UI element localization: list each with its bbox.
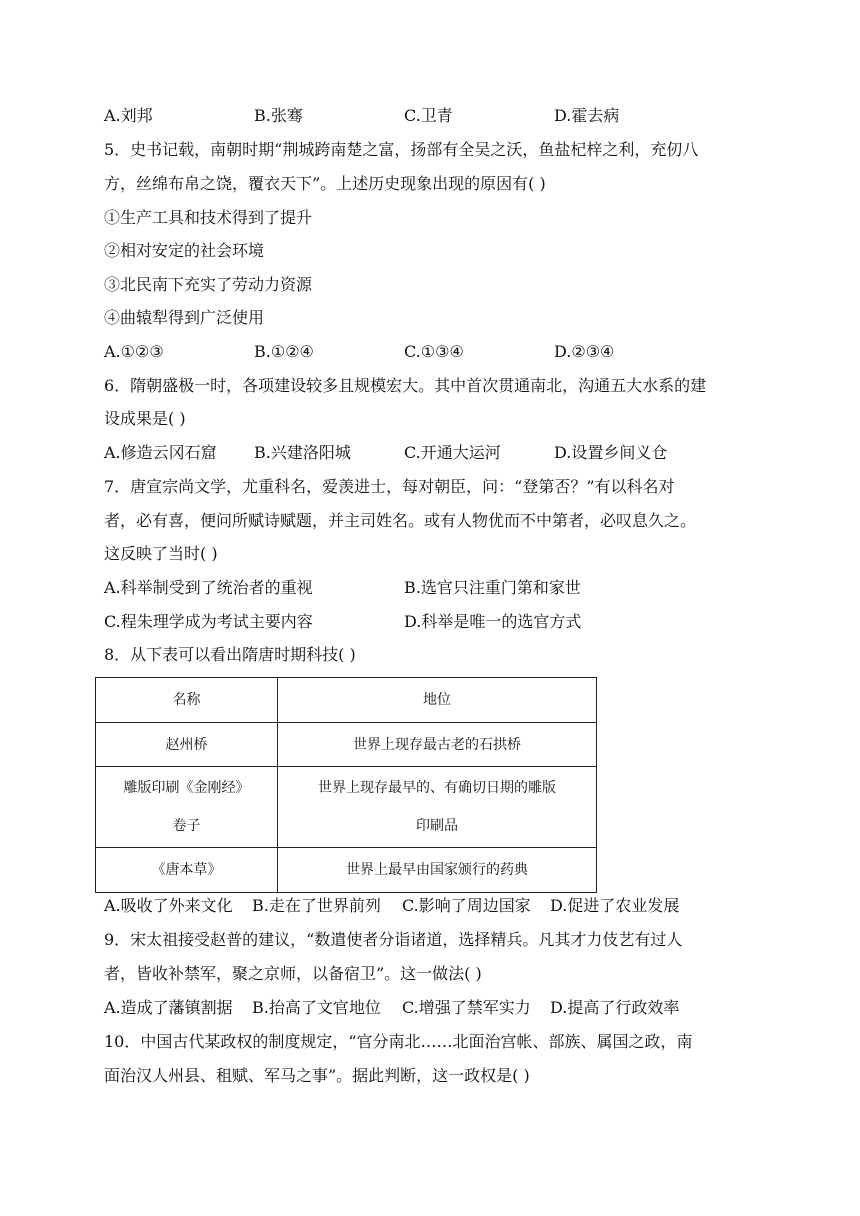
q5-option-c: C.①③④ [404,342,464,361]
table-header-name: 名称 [96,678,278,723]
table-cell-status [278,723,597,767]
q5-item-2: ②相对安定的社会环境 [104,241,265,260]
cell-text: 世界上现存最早的、有确切日期的雕版 [318,780,556,796]
q6-option-c: C.开通大运河 [404,443,501,462]
q4-option-b: B.张骞 [254,106,303,125]
q5-option-b: B.①②④ [254,342,314,361]
table-row [96,767,597,848]
q9-option-a: A.造成了藩镇割据 [104,998,233,1017]
q7-stem-line-3: 这反映了当时( ) [104,544,218,563]
q6-option-d: D.设置乡间义仓 [554,443,668,462]
table-header-row [96,678,597,723]
q9-stem-line-1: 9．宋太祖接受赵普的建议，“数遣使者分诣诸道，选择精兵。凡其才力伎艺有过人 [104,930,683,949]
science-table [95,677,597,893]
cell-text: 赵州桥 [165,736,208,753]
table-row [96,723,597,767]
q6-stem-line-1: 6．隋朝盛极一时，各项建设较多且规模宏大。其中首次贯通南北，沟通五大水系的建 [104,376,707,395]
table-cell-status [278,767,597,848]
q9-option-b: B.抬高了文官地位 [252,998,381,1017]
q5-item-4: ④曲辕犁得到广泛使用 [104,308,265,327]
q5-item-1: ①生产工具和技术得到了提升 [104,208,313,227]
q9-stem-line-2: 者，皆收补禁军，聚之京师，以备宿卫”。这一做法( ) [104,964,482,983]
q5-option-d: D.②③④ [554,342,615,361]
q7-option-a: A.科举制受到了统治者的重视 [104,578,313,597]
table-cell-name [96,848,278,893]
q7-option-b: B.选官只注重门第和家世 [404,578,581,597]
q5-stem-line-1: 5．史书记载，南朝时期“荆城跨南楚之富，扬部有全吴之沃，鱼盐杞梓之利，充仞八 [104,140,699,159]
q4-option-c: C.卫青 [404,106,453,125]
q7-stem-line-1: 7．唐宣宗尚文学，尤重科名，爱羡进士，每对朝臣，问：“登第否？”有以科名对 [104,477,675,496]
q6-option-a: A.修造云冈石窟 [104,443,217,462]
q5-stem-line-2: 方，丝绵布帛之饶，覆衣天下”。上述历史现象出现的原因有( ) [104,174,546,193]
table-row [96,848,597,893]
table-cell-name [96,767,278,848]
cell-text: 世界上最早由国家颁行的药典 [346,862,528,878]
q8-option-a: A.吸收了外来文化 [104,896,233,915]
q7-stem-line-2: 者，必有喜，便问所赋诗赋题，并主司姓名。或有人物优而不中第者，必叹息久之。 [104,511,697,530]
q8-option-d: D.促进了农业发展 [550,896,680,915]
q8-option-b: B.走在了世界前列 [252,896,381,915]
table-cell-name [96,723,278,767]
table-header-status: 地位 [278,678,597,723]
q10-stem-line-1: 10．中国古代某政权的制度规定，“官分南北……北面治宫帐、部族、属国之政，南 [104,1032,693,1051]
q7-option-c: C.程朱理学成为考试主要内容 [104,612,313,631]
q10-stem-line-2: 面治汉人州县、租赋、军马之事”。据此判断，这一政权是( ) [104,1066,530,1085]
cell-text: 《唐本草》 [151,862,222,878]
q4-option-a: A.刘邦 [104,106,153,125]
q9-option-d: D.提高了行政效率 [550,998,680,1017]
q6-stem-line-2: 设成果是( ) [104,409,186,428]
q7-option-d: D.科举是唯一的选官方式 [404,612,582,631]
q5-option-a: A.①②③ [104,342,164,361]
q8-stem: 8．从下表可以看出隋唐时期科技( ) [104,645,356,664]
q8-option-c: C.影响了周边国家 [402,896,531,915]
cell-text: 世界上现存最古老的石拱桥 [353,736,521,753]
q4-option-d: D.霍去病 [554,106,620,125]
q9-option-c: C.增强了禁军实力 [402,998,531,1017]
cell-text: 卷子 [172,818,201,834]
cell-text: 雕版印刷《金刚经》 [123,780,250,796]
q6-option-b: B.兴建洛阳城 [254,443,351,462]
cell-text: 印刷品 [416,818,458,834]
table-cell-status [278,848,597,893]
q5-item-3: ③北民南下充实了劳动力资源 [104,275,313,294]
